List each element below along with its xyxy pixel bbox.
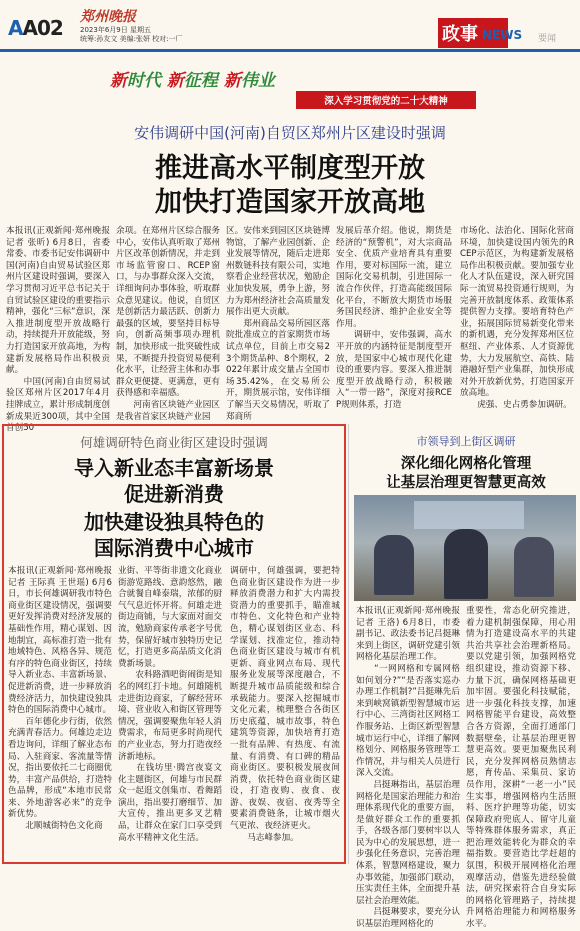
photo-person: [374, 535, 414, 595]
article3-column: 本报讯(正观新闻·郑州晚报记者 王洛) 6月8日，市委副书记、政法委书记吕挺琳来到上街区，调研党建引领网格化基层治理工作。 “一网网格和专属网格如何划分?”“是否落实巡办办理工作机制?”吕挺琳先后来到峡窝镇新型智慧城市运行中心、三湾街社区网格工作服务站、上街区新型智慧城市运行中心，详细了解网格划分、网格服务管理等工作情况，并与相关人员进行深入交流。 吕挺琳指出，基层治理网格化是国家治理能力和治理体系现代化的重要方面，是做好群众工作的重要抓手，各级各部门要树牢以人民为中心的发展思想，进一步强化任务意识，完善治理体系，智慧网格建设，聚力办事效能，加强部门联动，压实责任主体，全面提升基层社会治理效能。 吕挺琳要求，要充分认识基层治理网格化的: [356, 606, 460, 930]
issue-date: 2023年6月9日 星期五: [80, 26, 151, 34]
header-rule: [0, 49, 580, 52]
article1-column: 市场化、法治化、国际化营商环境，加快建设国内领先的RCEP示范区，为构建新发展格局作出积极贡献。要加强专业化人才队伍建设，深入研究国际一流贸易投资通行规则，为完善开放制度体系、政策体系提供智力支撑。要培育特色产业，拓展国际贸易新变化带来的新机遇，充分发挥郑州区位枢纽、产业体系、人才资源优势，大力发展航空、高铁、陆港融好型产业集群，加快形成对外开放新优势，打造国家开放高地。 虎强、史占勇参加调研。: [460, 226, 574, 410]
news-photo: [354, 495, 576, 601]
article3-headline: 深化细化网格化管理: [400, 456, 532, 472]
photo-person: [514, 537, 554, 597]
page-number: [8, 16, 63, 40]
article1-column: 余项。在郑州片区综合服务中心，安伟认真听取了郑州片区改革创新情况，并走到市场监管窗口、RCEP窗口，与办事群众深入交流，详细询问办事体验，听取群众意见建议。他说，自贸区是创新活力最活跃、创新力最强的区域，要坚持目标导向，创新高频事项办理机制，加快形成一批突破性成果，不断提升投资贸易便利化水平，让经营主体和办事群众更便捷、更满意，更有获得感和幸福感。 河南省区块链产业园区是我省首家区块链产业园: [116, 226, 220, 422]
article2-column: 本报讯(正观新闻·郑州晚报记者 王际真 王世瑶) 6月6日，市长何雄调研我市特色商业街区建设情况，强调要更好发挥消费对经济发展的基础性作用，精心谋划、因地制宜，高标准打造一批有地域特色、风格各异、规范有序的特色商业街区，持续导入新业态、丰富新场景、促进新消费，进一步释放消费经济活力，加快建设独具特色的国际消费中心城市。 百年德化步行街，依然充满青春活力。何雄边走边看边询问，详细了解业态布局、入驻商家、客流量等情况，指出要依托二七商圈优势，丰富产品供给，打造特色品牌，形成“本地市民常来、外地游客必来”的竞争新优势。 北顺城街特色文化商: [8, 566, 112, 832]
article1-column: 区。安伟来到园区区块链博物馆，了解产业园创新、企业发展等情况，随后走进郑州数链科技有限公司，实地察看企业经营状况，勉励企业加快发展，勇争上游，努力为郑州经济社会高质量发展作出更大贡献。 郑州商品交易所园区落院批准成立的首家期货市场试点单位，目前上市交易23个期货品种、8个期权，2022年累计成交量占全国市场35.42%，在交易所公开，期货展示馆，安伟详细了解当天交易情况，听取了郑商所: [226, 226, 330, 422]
slogan-part: 新: [223, 71, 241, 91]
page-header: [0, 0, 580, 58]
article3-pretitle: 市领导到上街区调研: [416, 435, 516, 448]
article2-headline: 加快建设独具特色的: [84, 510, 264, 534]
article2-headline: 导入新业态丰富新场景: [74, 456, 274, 480]
section-en: NEWS: [482, 28, 523, 42]
slogan-part: 时代: [127, 71, 161, 91]
slogan-subtitle: 深入学习贯彻党的二十大精神: [324, 96, 448, 107]
photo-screen: [414, 501, 524, 529]
article1-headline: 推进高水平制度型开放: [155, 153, 425, 184]
article3-headline: 让基层治理更智慧更高效: [386, 475, 546, 491]
slogan-part: 征程: [183, 71, 218, 91]
photo-person: [444, 529, 488, 599]
article1-headline: 加快打造国家开放高地: [155, 187, 425, 218]
section-title: 政事: [442, 24, 478, 45]
editor-credits: 统筹:孙友文 美编:张妍 校对:一厂: [80, 35, 183, 43]
slogan-part: 新: [166, 71, 184, 91]
column-divider: [348, 424, 349, 864]
slogan-banner: [110, 66, 275, 91]
issue-meta: [80, 26, 183, 44]
page-prefix: A: [8, 16, 23, 40]
article1-column: 本报讯(正观新闻·郑州晚报记者 张昕) 6月8日，省委常委、市委书记安伟调研中国(河南)自由贸易试验区郑州片区建设时强调，要深入学习贯彻习近平总书记关于自贸试验区建设的重要指示精神，强化“三标”意识，深入推进制度型开放战略行动，持续提升开放能级，努力打造国家开放高地，为构建新发展格局作出积极贡献。 中国(河南)自由贸易试验区郑州片区2017年4月挂牌成立，累计形成制度创新成果近300项，其中全国首创50: [6, 226, 110, 434]
slogan-part: 新: [110, 71, 127, 91]
page-number-text: A02: [22, 16, 63, 40]
article3-column: 重要性，常态化研究推进，着力建机制强保障，用心用情为打造建设高水平的共建共治共享社会治理新格局。要以党建引领，加强网格党组织建设，推动资源下移、力量下沉，确保网格基础更加牢固。要强化科技赋能，进一步强化科技支撑，加速网格智能平台建设，高效整合各方资源，全面打通部门数据壁垒，让基层治理更智慧更高效。要更加聚焦民利民，充分发挥网格员熟情志愿，育传品、采集员、家访员作用，深耕“一老一小”民生实事，增强网格内生活照料、医疗护理等功能，切实保障政府兜底人、留守儿童等特殊群体服务需求，真正把治理效能转化为群众的幸福指数。要营造比学赶超的氛围，积极开展网格化治理观摩活动，借鉴先进经验做法，研究探索符合自身实际的网格化管理路子，持续提升网格治理能力和网格服务水平。: [466, 606, 576, 930]
article1-pretitle: 安伟调研中国(河南)自贸区郑州片区建设时强调: [134, 124, 446, 142]
slogan-part: 伟业: [240, 71, 275, 91]
article2-column: 调研中，何雄强调，要把特色商业街区建设作为进一步释放消费潜力和扩大内需投资潜力的重要抓手，瞄准城市特色、文化特色和产业特色，精心谋划街区业态、科学谋划、找准定位，推动特色商业街区建设与城市有机更新、商业网点布局、现代服务业发展等深度融合，不断提升城市品质能级和综合承载能力。要深入挖掘城市文化元素，梳理整合各街区历史底蕴，城市故事，特色建筑等资源，加快培育打造一批有品牌、有热度、有流量、有消费、有口碑的精品商业街区。要积极发展夜间消费，依托特色商业街区建设，打造夜购、夜食、夜游、夜娱、夜宿、夜秀等全要素消费链条，让城市烟火气更浓、夜经济更火。 马志峰参加。: [230, 566, 340, 843]
article1-column: 发展后革介绍。他说，期货是经济的“预警机”，对大宗商品安全、优质产业培育具有重要作用，要对标国际一流，建立国际化交易机制，引进国际一流合作伙伴，打造高能级国际化平台，不断放大期货市场服务国民经济、维护企业安全等作用。 调研中，安伟强调，高水平开放的内涵特征是制度型开放，是国家中心城市现代化建设的重要内容。要深入推进制度型开放战略行动，积极融入“一带一路”，深度对接RCEP规则体系，打造: [336, 226, 452, 410]
article2-pretitle: 何雄调研特色商业街区建设时强调: [80, 435, 268, 450]
section-sub: 要闻: [538, 34, 557, 44]
newspaper-logo: 郑州晚报: [80, 9, 136, 25]
article2-headline: 促进新消费: [124, 482, 224, 506]
article2-column: 业街、平等街非遗文化商业街游览路线、意韵悠然，融合就餐自峰泰瑞，浓郁的厨气气息近怀开将。何雄走进街边商铺，与大家面对面交流，勉励商家传承老字号优势，保留好城市独特历史记忆，打造更多高品质文化消费新场景。 农科路酒吧街闹街是知名的网红打卡地。何雄随机走进街边商家，了解经营环境、营业收入和街区管理等情况，强调要聚焦年轻人消费需求，布局更多时尚现代的产业业态，努力打造夜经济新地标。 在钱坊里·腾宫夜宴文化主题街区，何雄与市民群众一起逛文创集市、看舞蹈演出，指出要打磨细节、加大宣传，推出更多叉艺精品，让群众在家门口享受到高水平精神文化生活。: [118, 566, 222, 843]
article2-headline: 国际消费中心城市: [94, 536, 254, 560]
